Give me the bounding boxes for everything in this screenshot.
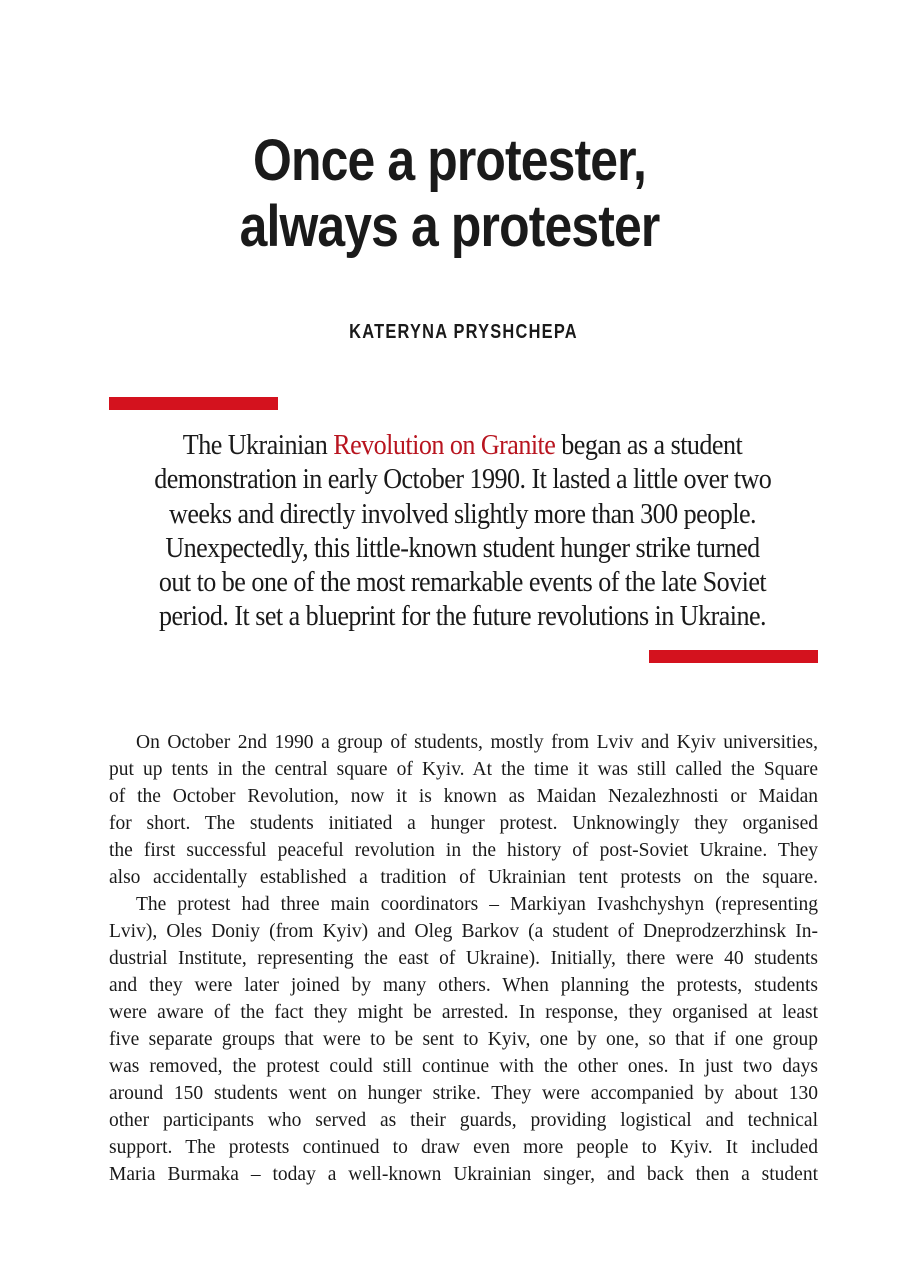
lead-paragraph: [154, 428, 771, 634]
body-line: and they were later joined by many others. When planning the protests, students: [109, 975, 818, 996]
accent-bar-bottom: [649, 650, 818, 663]
body-line: also accidentally established a tradition of Ukrainian tent protests on the square.: [109, 867, 818, 888]
body-line: Maria Burmaka – today a well-known Ukrainian singer, and back then a student: [109, 1164, 818, 1185]
body-line: were aware of the fact they might be arrested. In response, they organised at least: [109, 1002, 818, 1023]
body-line: put up tents in the central square of Kyiv. At the time it was still called the Square: [109, 759, 818, 780]
author-byline: KATERYNA PRYSHCHEPA: [349, 321, 578, 343]
lead-line: out to be one of the most remarkable events of the late Soviet: [158, 566, 767, 599]
body-line: around 150 students went on hunger strike. They were accompanied by about 130: [109, 1083, 818, 1104]
revolution-highlight: Revolution on Granite: [333, 429, 556, 461]
lead-line: Unexpectedly, this little-known student hunger strike turned: [165, 531, 760, 564]
body-text: [109, 729, 818, 1188]
body-line: dustrial Institute, representing the east of Ukraine). Initially, there were 40 students: [109, 948, 818, 969]
title-line-2: always a protester: [239, 194, 660, 259]
body-line: the first successful peaceful revolution in the history of post-Soviet Ukraine. They: [109, 840, 818, 861]
lead-line: demonstration in early October 1990. It lasted a little over two: [154, 463, 772, 496]
body-line: other participants who served as their guards, providing logistical and technical: [109, 1110, 818, 1131]
accent-bar-top: [109, 397, 278, 410]
body-line: The protest had three main coordinators – Markiyan Ivashchyshyn (representing: [136, 894, 818, 915]
lead-line-1-post: began as a student: [555, 429, 743, 461]
body-line: support. The protests continued to draw even more people to Kyiv. It included: [109, 1137, 818, 1158]
article-title: [63, 128, 836, 260]
body-line: On October 2nd 1990 a group of students, mostly from Lviv and Kyiv universities,: [136, 732, 818, 753]
body-line: for short. The students initiated a hunger protest. Unknowingly they organised: [109, 813, 818, 834]
body-line: of the October Revolution, now it is known as Maidan Nezalezhnosti or Maidan: [109, 786, 818, 807]
body-line: five separate groups that were to be sent to Kyiv, one by one, so that if one group: [109, 1029, 818, 1050]
lead-line-1-pre: The Ukrainian: [182, 429, 334, 461]
body-line: was removed, the protest could still continue with the other ones. In just two days: [109, 1056, 818, 1077]
lead-line-1: [154, 428, 771, 462]
lead-line: weeks and directly involved slightly more than 300 people.: [169, 497, 756, 530]
lead-line: period. It set a blueprint for the future revolutions in Ukraine.: [158, 600, 767, 633]
body-line: Lviv), Oles Doniy (from Kyiv) and Oleg Barkov (a student of Dneprodzerzhinsk In-: [109, 921, 818, 942]
title-line-1: Once a protester,: [253, 128, 646, 193]
